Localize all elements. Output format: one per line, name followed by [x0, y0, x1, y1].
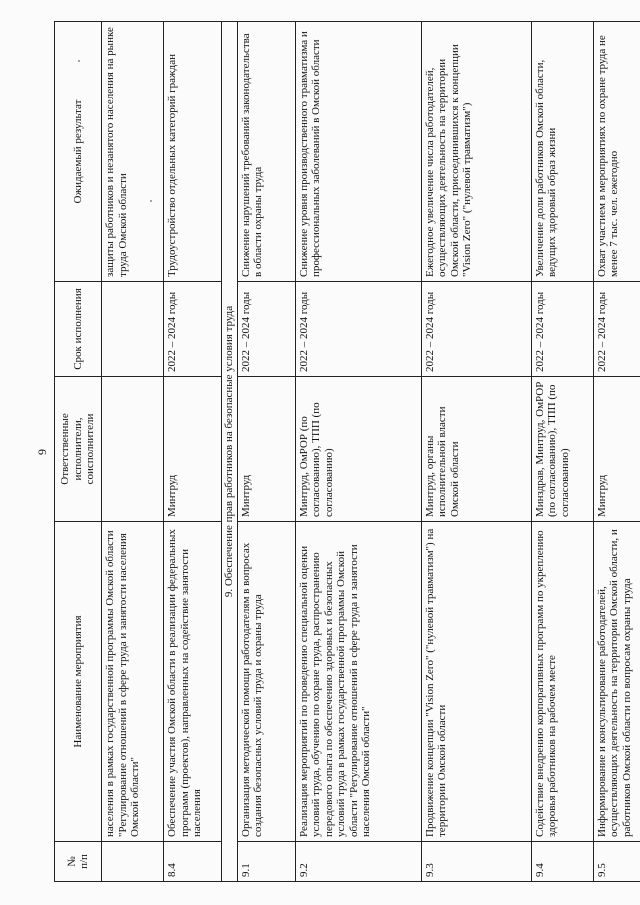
table-row	[164, 22, 222, 882]
cell-resp: Минздрав, Минтруд, ОмРОР (по согласованию), ТПП (по согласованию)	[531, 377, 593, 522]
cell-name: Реализация мероприятий по проведению специальной оценки условий труда, обучению по охране труда, распространению передового опыта по обеспечению здоровых и безопасных условий труда в рамках государственной программы Омской области "Регулирование отношений в сфере труда и занятости населения Омской области"	[295, 522, 421, 842]
cell-resp	[102, 377, 164, 522]
table-row	[531, 22, 593, 882]
cell-term: 2022 – 2024 годы	[531, 282, 593, 377]
cell-resp: Минтруд, органы исполнительной власти Омской области	[421, 377, 531, 522]
cell-term: 2022 – 2024 годы	[237, 282, 295, 377]
header-resp: Ответственные исполнители, соисполнители	[55, 377, 102, 522]
cell-resp: Минтруд	[164, 377, 222, 522]
table-header-row	[55, 22, 102, 882]
cell-name: Продвижение концепции "Vision Zero" ("нулевой травматизм") на территории Омской области	[421, 522, 531, 842]
cell-term: 2022 – 2024 годы	[164, 282, 222, 377]
cell-name: Содействие внедрению корпоративных программ по укреплению здоровья работников на рабочем месте	[531, 522, 593, 842]
measures-table	[54, 21, 640, 882]
cell-result: Снижение уровня производственного травматизма и профессиональных заболеваний в Омской области	[295, 22, 421, 282]
cell-num: 9.4	[531, 842, 593, 882]
cell-num: 9.2	[295, 842, 421, 882]
table-row	[295, 22, 421, 882]
table-row	[102, 22, 164, 882]
cell-result: Ежегодное увеличение числа работодателей, осуществляющих деятельность на территории Омской области, присоединившихся к концепции "Vision Zero" ("нулевой травматизм")	[421, 22, 531, 282]
page-number: 9	[35, 449, 49, 455]
cell-num: 9.5	[593, 842, 640, 882]
cell-resp: Минтруд	[237, 377, 295, 522]
cell-num: 9.3	[421, 842, 531, 882]
cell-name: Информирование и консультирование работодателей, осуществляющих деятельность на территории Омской области, и работников Омской области по вопросам охраны труда	[593, 522, 640, 842]
scan-speck	[78, 60, 80, 62]
section-row	[222, 22, 238, 882]
cell-term: 2022 – 2024 годы	[593, 282, 640, 377]
rotated-content	[35, 22, 633, 882]
cell-term: 2022 – 2024 годы	[421, 282, 531, 377]
header-result: Ожидаемый результат	[55, 22, 102, 282]
header-term: Срок исполнения	[55, 282, 102, 377]
header-name: Наименование мероприятия	[55, 522, 102, 842]
section-title: 9. Обеспечение прав работников на безопасные условия труда	[222, 22, 238, 882]
table-row	[421, 22, 531, 882]
cell-term	[102, 282, 164, 377]
scan-speck	[150, 200, 152, 202]
cell-resp: Минтруд, ОмРОР (по согласованию), ТПП (по согласованию)	[295, 377, 421, 522]
cell-result: защиты работников и незанятого населения на рынке труда Омской области	[102, 22, 164, 282]
cell-num: 9.1	[237, 842, 295, 882]
cell-term: 2022 – 2024 годы	[295, 282, 421, 377]
cell-resp: Минтруд	[593, 377, 640, 522]
cell-result: Увеличение доли работников Омской области, ведущих здоровый образ жизни	[531, 22, 593, 282]
cell-name: Организация методической помощи работодателям в вопросах создания безопасных условий труда и охраны труда	[237, 522, 295, 842]
header-num: № п/п	[55, 842, 102, 882]
cell-name: Обеспечение участия Омской области в реализации федеральных программ (проектов), направленных на содействие занятости населения	[164, 522, 222, 842]
cell-result: Охват участием в мероприятиях по охране труда не менее 7 тыс. чел. ежегодно	[593, 22, 640, 282]
table-row	[593, 22, 640, 882]
cell-result: Трудоустройство отдельных категорий граждан	[164, 22, 222, 282]
cell-result: Снижение нарушений требований законодательства в области охраны труда	[237, 22, 295, 282]
cell-num	[102, 842, 164, 882]
cell-num: 8.4	[164, 842, 222, 882]
cell-name: населения в рамках государственной программы Омской области "Регулирование отношений в сфере труда и занятости населения Омской области"	[102, 522, 164, 842]
table-row	[237, 22, 295, 882]
